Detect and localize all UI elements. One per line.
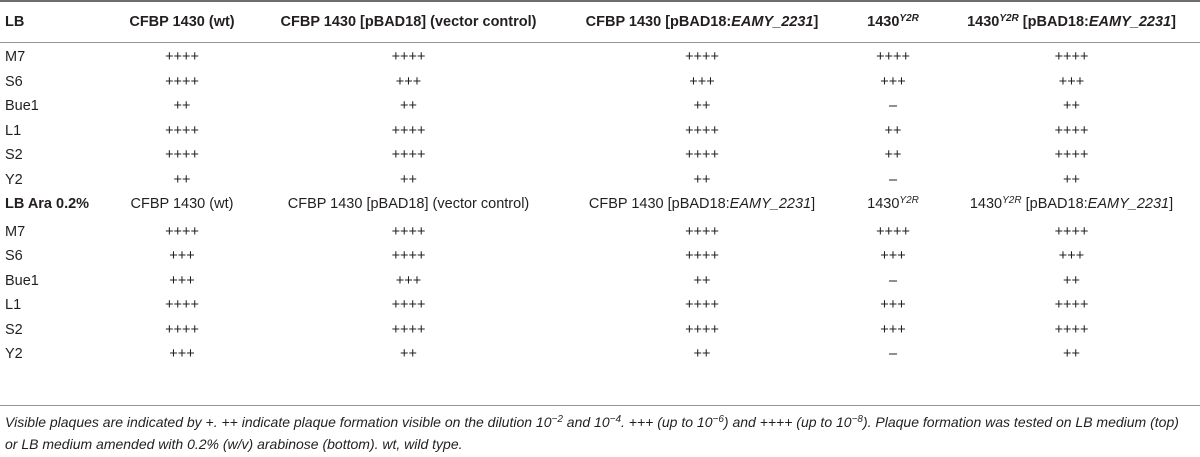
- table-row: [0, 269, 1200, 294]
- ara-section: [0, 217, 1200, 367]
- bottom-rule: [0, 405, 1200, 406]
- phage-name: L1: [5, 297, 22, 314]
- plaque-score-cell: ++: [693, 98, 711, 115]
- plaque-score-cell: –: [888, 272, 898, 289]
- plaque-score-cell: ++: [1063, 171, 1080, 188]
- plaque-score-cell: ++++: [391, 297, 426, 314]
- plaque-score-cell: ++++: [165, 147, 199, 164]
- phage-name: M7: [5, 49, 26, 66]
- lb-section: [0, 42, 1200, 192]
- ara-medium-label: LB Ara 0.2%: [5, 196, 90, 213]
- plaque-score-cell: ++++: [876, 49, 910, 66]
- plaque-score-cell: ++++: [685, 147, 719, 164]
- plaque-score-cell: ++: [884, 122, 902, 139]
- phage-name: M7: [5, 223, 26, 240]
- plaque-score-cell: ++++: [1054, 223, 1089, 240]
- plaque-score-cell: +++: [880, 248, 906, 265]
- phage-name: S6: [5, 248, 23, 265]
- plaque-score-cell: ++++: [685, 297, 719, 314]
- table-row: [0, 217, 1200, 245]
- plaque-score-cell: +++: [1058, 73, 1085, 90]
- plaque-score-cell: ++++: [1054, 49, 1089, 66]
- plaque-score-cell: ++++: [1054, 147, 1089, 164]
- table-row: [0, 168, 1200, 193]
- plaque-score-cell: ++++: [1054, 297, 1089, 314]
- ara-subheader-row: [0, 192, 1200, 217]
- table-row: [0, 244, 1200, 269]
- plaque-score-cell: +++: [880, 297, 906, 314]
- plaque-score-cell: ++: [693, 171, 711, 188]
- plaque-score-cell: ++: [693, 272, 711, 289]
- plaque-score-cell: ++++: [391, 49, 426, 66]
- plaque-score-cell: +++: [880, 321, 906, 338]
- header-mutant: $1430^{Y2R}$: [867, 13, 919, 30]
- plaque-score-cell: ++++: [685, 248, 719, 265]
- phage-name: S6: [5, 73, 23, 90]
- phage-name: Bue1: [5, 272, 39, 289]
- ara-header-mutant: $1430^{Y2R}$: [867, 195, 919, 213]
- plaque-score-cell: ++: [693, 346, 711, 363]
- ara-header-mutant-complemented: $1430^{Y2R}$ [pBAD18:EAMY_2231]: [969, 195, 1174, 213]
- ara-header-section: [0, 192, 1200, 217]
- plaque-score-cell: ++++: [685, 122, 719, 139]
- table-row: [0, 119, 1200, 144]
- header-vector-control: CFBP 1430 [pBAD18] (vector control): [280, 14, 537, 30]
- table-row: [0, 94, 1200, 119]
- plaque-score-cell: +++: [169, 272, 195, 289]
- plaque-score-cell: ++++: [1054, 122, 1089, 139]
- plaque-score-cell: ++: [400, 171, 417, 188]
- plaque-score-cell: –: [888, 98, 898, 115]
- table-row: [0, 318, 1200, 343]
- plaque-score-cell: –: [888, 171, 898, 188]
- table-row: [0, 42, 1200, 70]
- plaque-score-cell: ++: [173, 171, 191, 188]
- plaque-score-cell: ++++: [391, 248, 426, 265]
- plaque-score-cell: ++++: [1054, 321, 1089, 338]
- header-medium: LB: [5, 14, 25, 30]
- header-row: [0, 2, 1200, 42]
- plaque-score-cell: ++: [1063, 346, 1080, 363]
- plaque-score-cell: ++++: [165, 122, 199, 139]
- plaque-score-cell: ++++: [391, 122, 426, 139]
- plaque-score-cell: ++++: [165, 297, 199, 314]
- table-row: [0, 143, 1200, 168]
- phage-name: Bue1: [5, 98, 39, 115]
- header-wt: CFBP 1430 (wt): [129, 14, 235, 30]
- plaque-score-cell: ++++: [165, 321, 199, 338]
- plaque-score-cell: ++: [1063, 272, 1080, 289]
- plaque-score-cell: ++++: [685, 321, 719, 338]
- header-complemented: CFBP 1430 [pBAD18:EAMY_2231]: [585, 14, 819, 30]
- plaque-score-cell: –: [888, 346, 898, 363]
- plaque-score-cell: ++++: [165, 49, 199, 66]
- plaque-table: [0, 2, 1200, 367]
- table-footnote: Visible plaques are indicated by +. ++ indicate plaque formation visible on the dilution $10^{-2}$ and $10^{-4}$. +++ (up to $10^{-6}$) and ++++ (up to $10^{-8}$). Plaque formation was tested on LB medium (top) or LB medium amended with 0.2% (w/v) arabinose (bottom). wt, wild type.: [5, 414, 1179, 452]
- header-mutant-complemented: $1430^{Y2R}$ [pBAD18:EAMY_2231]: [967, 13, 1176, 30]
- phage-name: S2: [5, 147, 23, 164]
- plaque-score-cell: +++: [1058, 248, 1085, 265]
- plaque-score-cell: +++: [169, 248, 195, 265]
- table-row: [0, 70, 1200, 95]
- phage-name: Y2: [5, 171, 23, 188]
- plaque-score-cell: ++++: [165, 223, 199, 240]
- plaque-score-cell: ++++: [685, 49, 719, 66]
- phage-name: L1: [5, 122, 22, 139]
- phage-name: S2: [5, 321, 23, 338]
- plaque-score-cell: +++: [395, 73, 422, 90]
- plaque-score-cell: ++++: [876, 223, 910, 240]
- plaque-score-cell: +++: [689, 73, 715, 90]
- plaque-score-cell: +++: [395, 272, 422, 289]
- plaque-score-cell: +++: [880, 73, 906, 90]
- plaque-score-cell: ++++: [391, 321, 426, 338]
- plaque-score-cell: ++++: [391, 147, 426, 164]
- phage-name: Y2: [5, 346, 23, 363]
- plaque-score-cell: ++++: [165, 73, 199, 90]
- ara-header-wt: CFBP 1430 (wt): [130, 196, 234, 213]
- plaque-score-cell: ++: [400, 98, 417, 115]
- plaque-score-cell: +++: [169, 346, 195, 363]
- plaque-score-cell: ++++: [685, 223, 719, 240]
- plaque-score-cell: ++: [400, 346, 417, 363]
- ara-header-complemented: CFBP 1430 [pBAD18:EAMY_2231]: [588, 196, 816, 213]
- plaque-score-cell: ++++: [391, 223, 426, 240]
- table-row: [0, 293, 1200, 318]
- plaque-score-cell: ++: [1063, 98, 1080, 115]
- plaque-score-cell: ++: [173, 98, 191, 115]
- ara-header-vector-control: CFBP 1430 [pBAD18] (vector control): [287, 196, 530, 213]
- plaque-score-cell: ++: [884, 147, 902, 164]
- table-row: [0, 342, 1200, 367]
